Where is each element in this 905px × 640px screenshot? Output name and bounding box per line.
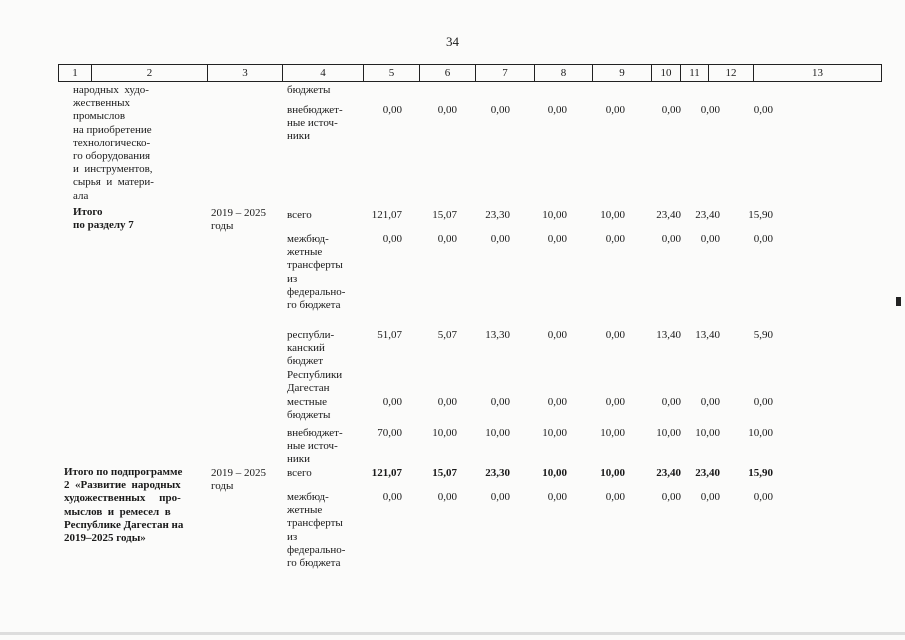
amount-cell: 0,00: [490, 491, 510, 503]
header-cell: 3: [208, 65, 283, 81]
amount-cell: 0,00: [661, 233, 681, 245]
amount-cell: 0,00: [547, 491, 567, 503]
amount-cell: 23,30: [485, 467, 510, 479]
header-cell: 7: [476, 65, 535, 81]
amount-cell: 0,00: [490, 104, 510, 116]
amount-cell: 0,00: [605, 233, 625, 245]
amount-cell: 0,00: [753, 233, 773, 245]
header-cell: 4: [283, 65, 364, 81]
funding-source-label: межбюд- жетные трансферты из федерально- го бюджета: [287, 491, 346, 570]
amount-cell: 5,07: [437, 329, 457, 341]
funding-source-label: бюджеты: [287, 84, 331, 96]
amount-cell: 23,40: [656, 209, 681, 221]
header-cell: 2: [92, 65, 208, 81]
amount-cell: 0,00: [382, 233, 402, 245]
amount-cell: 0,00: [547, 396, 567, 408]
amount-cell: 0,00: [605, 329, 625, 341]
amount-cell: 15,90: [748, 209, 773, 221]
header-cell: 1: [59, 65, 92, 81]
amount-cell: 0,00: [437, 491, 457, 503]
row-title: народных худо- жественных промыслов на приобретение технологическо- го оборудования и инструментов, сырья и матери- ала: [73, 84, 154, 202]
amount-cell: 121,07: [371, 467, 402, 479]
amount-cell: 15,07: [432, 467, 457, 479]
funding-source-label: межбюд- жетные трансферты из федерально- го бюджета: [287, 233, 346, 312]
funding-source-label: всего: [287, 467, 312, 479]
amount-cell: 10,00: [542, 467, 567, 479]
funding-source-label: внебюджет- ные источ- ники: [287, 104, 343, 143]
amount-cell: 15,90: [748, 467, 773, 479]
amount-cell: 51,07: [377, 329, 402, 341]
amount-cell: 0,00: [700, 396, 720, 408]
header-cell: 13: [812, 67, 823, 79]
amount-cell: 0,00: [700, 491, 720, 503]
amount-cell: 23,40: [656, 467, 681, 479]
amount-cell: 15,07: [432, 209, 457, 221]
funding-source-label: внебюджет- ные источ- ники: [287, 427, 343, 466]
amount-cell: 10,00: [542, 427, 567, 439]
page-number: 34: [446, 34, 459, 49]
amount-cell: 0,00: [661, 104, 681, 116]
funding-source-label: всего: [287, 209, 312, 221]
amount-cell: 0,00: [661, 396, 681, 408]
amount-cell: 10,00: [748, 427, 773, 439]
amount-cell: 10,00: [542, 209, 567, 221]
row-title: Итого по разделу 7: [73, 206, 134, 232]
amount-cell: 23,40: [695, 467, 720, 479]
amount-cell: 0,00: [605, 104, 625, 116]
header-cell: 11: [681, 65, 709, 81]
amount-cell: 0,00: [661, 491, 681, 503]
amount-cell: 0,00: [437, 104, 457, 116]
amount-cell: 121,07: [371, 209, 402, 221]
amount-cell: 0,00: [605, 396, 625, 408]
row-period: 2019 – 2025 годы: [211, 467, 266, 493]
funding-source-label: республи- канский бюджет Республики Дагестан: [287, 329, 343, 394]
amount-cell: 0,00: [382, 396, 402, 408]
amount-cell: 0,00: [437, 233, 457, 245]
amount-cell: 13,30: [485, 329, 510, 341]
row-title: Итого по подпрограмме 2 «Развитие народных художественных про- мыслов и ремесел в Республике Дагестан на 2019–2025 годы»: [64, 466, 184, 545]
funding-source-label: местные бюджеты: [287, 396, 331, 422]
amount-cell: 0,00: [547, 329, 567, 341]
amount-cell: 10,00: [600, 427, 625, 439]
amount-cell: 0,00: [490, 396, 510, 408]
amount-cell: 70,00: [377, 427, 402, 439]
table-header-row: [58, 64, 882, 82]
amount-cell: 23,30: [485, 209, 510, 221]
amount-cell: 10,00: [600, 467, 625, 479]
amount-cell: 0,00: [700, 104, 720, 116]
amount-cell: 0,00: [753, 491, 773, 503]
header-cell: 5: [364, 65, 420, 81]
amount-cell: 0,00: [490, 233, 510, 245]
header-cell: 8: [535, 65, 593, 81]
page-bottom-edge: [0, 632, 905, 635]
amount-cell: 13,40: [656, 329, 681, 341]
amount-cell: 0,00: [605, 491, 625, 503]
amount-cell: 13,40: [695, 329, 720, 341]
header-cell: 6: [420, 65, 476, 81]
amount-cell: 0,00: [700, 233, 720, 245]
amount-cell: 5,90: [753, 329, 773, 341]
amount-cell: 0,00: [382, 104, 402, 116]
scan-mark: [896, 297, 901, 306]
amount-cell: 0,00: [753, 396, 773, 408]
amount-cell: 0,00: [547, 233, 567, 245]
amount-cell: 0,00: [382, 491, 402, 503]
amount-cell: 0,00: [753, 104, 773, 116]
amount-cell: 23,40: [695, 209, 720, 221]
header-cell: 10: [652, 65, 681, 81]
amount-cell: 10,00: [656, 427, 681, 439]
header-cell: 12: [709, 65, 754, 81]
amount-cell: 10,00: [600, 209, 625, 221]
amount-cell: 10,00: [485, 427, 510, 439]
amount-cell: 0,00: [437, 396, 457, 408]
row-period: 2019 – 2025 годы: [211, 207, 266, 233]
amount-cell: 10,00: [695, 427, 720, 439]
amount-cell: 10,00: [432, 427, 457, 439]
amount-cell: 0,00: [547, 104, 567, 116]
header-cell: 9: [593, 65, 652, 81]
